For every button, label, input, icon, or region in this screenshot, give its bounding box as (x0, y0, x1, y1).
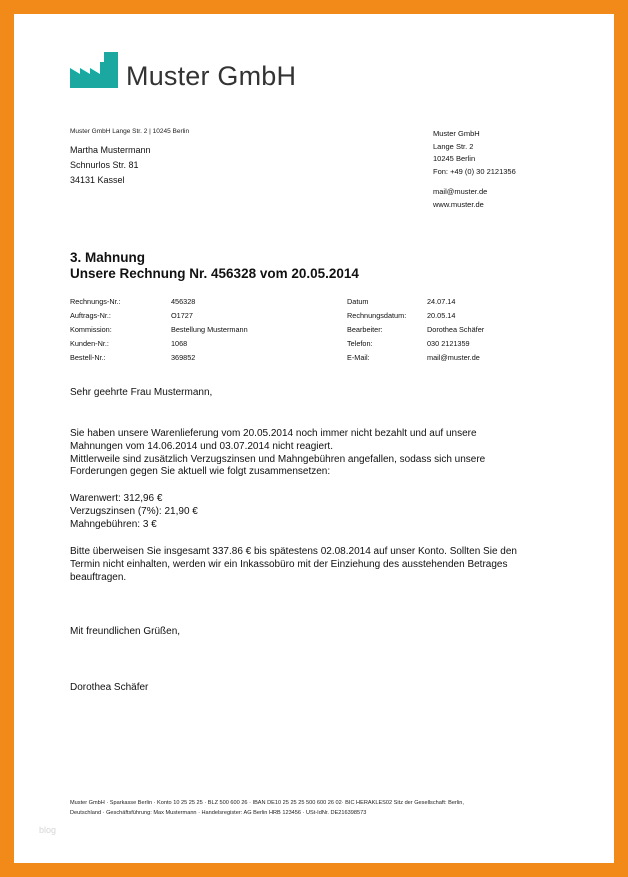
company-email: mail@muster.de (433, 187, 488, 196)
footer-bank-info: Muster GmbH · Sparkasse Berlin · Konto 10 25 25 25 · BLZ 500 600 26 · IBAN DE10 25 25 25 500 600 26 02· BIC HERAKLES02 Sitz der Gesellschaft: Berlin, Deutschland · Geschäftsführung: Max Mustermann · Handelsregister: AG Berlin HRB 123456 · USt-IdNr. DE216398573 (70, 800, 464, 816)
recipient-address (70, 143, 151, 188)
company-city: 10245 Berlin (433, 154, 476, 163)
info-row: Auftrags-Nr.: O1727 Rechnungsdatum: 20.05.14 (70, 310, 456, 320)
watermark: blog (39, 825, 57, 835)
info-row: Bestell-Nr.: 369852 E-Mail: mail@muster.de (70, 353, 480, 363)
recipient-name: Martha Mustermann (70, 145, 151, 155)
company-street: Lange Str. 2 (433, 141, 474, 151)
amount-goods: Warenwert: 312,96 € (70, 493, 163, 504)
reminder-title: 3. Mahnung (70, 250, 145, 265)
signature: Dorothea Schäfer (70, 682, 149, 693)
invoice-info-table (70, 294, 550, 365)
info-row: Kommission: Bestellung Mustermann Bearbeiter: Dorothea Schäfer (70, 324, 485, 334)
paragraph-overdue: Sie haben unsere Warenlieferung vom 20.05.2014 noch immer nicht bezahlt und auf unsere Mahnungen vom 14.06.2014 und 03.07.2014 nicht reagiert. Mittlerweile sind zusätzlich Verzugszinsen und Mahngebühren angefallen, sodass sich unsere Forderungen gegen Sie aktuell wie folgt zusammensetzen: (70, 428, 486, 478)
logo-text: Muster GmbH (126, 61, 297, 91)
amount-fees: Mahngebühren: 3 € (70, 518, 157, 530)
company-logo (70, 48, 297, 91)
letter-page (14, 14, 614, 863)
factory-icon (70, 52, 118, 88)
company-info (433, 128, 516, 211)
recipient-street: Schnurlos Str. 81 (70, 160, 139, 170)
recipient-city: 34131 Kassel (70, 175, 125, 185)
info-row: Rechnungs-Nr.: 456328 Datum 24.07.14 (70, 296, 456, 306)
company-name: Muster GmbH (433, 129, 480, 138)
closing: Mit freundlichen Grüßen, (70, 626, 181, 637)
info-row: Kunden-Nr.: 1068 Telefon: 030 2121359 (70, 339, 470, 349)
company-website: www.muster.de (433, 199, 484, 209)
paragraph-payment: Bitte überweisen Sie insgesamt 337.86 € bis spätestens 02.08.2014 auf unser Konto. Sollten Sie den Termin nicht einhalten, werden wir ein Inkassobüro mit der Einziehung des ausstehenden Betrages beauftragen. (70, 546, 517, 583)
amount-interest: Verzugszinsen (7%): 21,90 € (70, 505, 198, 517)
sender-return-line: Muster GmbH Lange Str. 2 | 10245 Berlin (70, 128, 190, 135)
invoice-title: Unsere Rechnung Nr. 456328 vom 20.05.2014 (70, 266, 359, 281)
company-phone: Fon: +49 (0) 30 2121356 (433, 166, 516, 176)
salutation: Sehr geehrte Frau Mustermann, (70, 387, 213, 398)
amount-list (70, 493, 570, 531)
